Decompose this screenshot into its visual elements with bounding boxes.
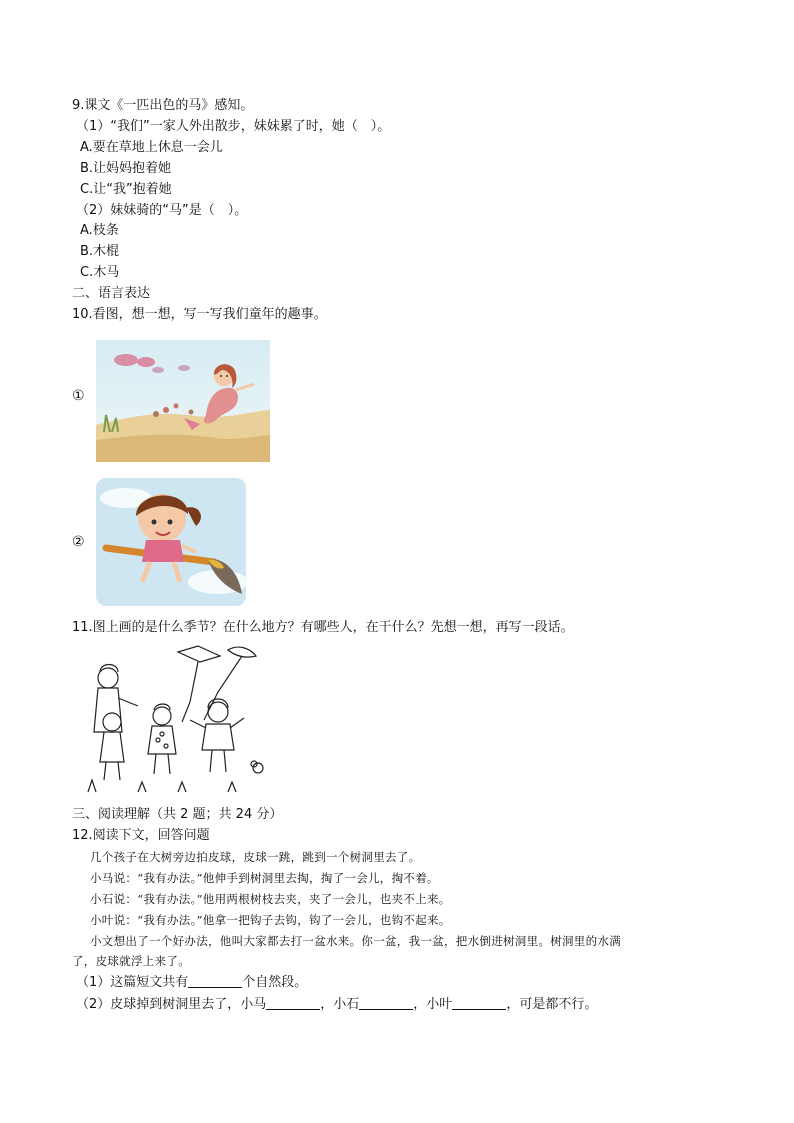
answer-blank-xiaoma[interactable] [266,995,320,1010]
answer-blank-paragraph-count[interactable] [188,973,242,988]
q9-sub2-option-a: A.枝条 [80,223,119,238]
q9-sub2: （2）妹妹骑的“马”是（ ）。 [76,203,248,218]
passage-paragraph-5: 小文想出了一个好办法，他叫大家都去打一盆水来。你一盆，我一盆，把水倒进树洞里。树洞里的水满 [90,934,621,948]
q9-title: 9.课文《一匹出色的马》感知。 [72,98,254,113]
q9-sub1: （1）“我们”一家人外出散步，妹妹累了时，她（ ）。 [76,119,391,134]
section-2-title: 二、语言表达 [72,286,151,301]
q12-sub2-part-d: ，可是都不行。 [506,997,598,1012]
answer-blank-xiaoye[interactable] [452,995,506,1010]
q10-marker-2: ② [72,534,85,550]
passage-paragraph-4: 小叶说：“我有办法。”他拿一把钩子去钩，钩了一会儿，也钩不起来。 [90,913,451,927]
mermaid-girl-underwater-illustration [96,340,270,462]
q12-sub1-prefix: （1）这篇短文共有 [76,975,189,990]
q12-sub1-suffix: 个自然段。 [242,975,308,990]
q12-sub1 [76,973,307,992]
passage-paragraph-5-cont: 了，皮球就浮上来了。 [72,954,190,968]
q12-title: 12.阅读下文，回答问题 [72,828,210,843]
q12-sub2-part-c: ，小叶 [413,997,453,1012]
passage-paragraph-1: 几个孩子在大树旁边拍皮球，皮球一跳，跳到一个树洞里去了。 [90,850,421,864]
q12-sub2 [76,995,597,1014]
passage-paragraph-2: 小马说：“我有办法。”他伸手到树洞里去掏，掏了一会儿，掏不着。 [90,871,439,885]
q9-sub1-option-c: C.让“我”抱着她 [80,182,172,197]
q11-title: 11.图上画的是什么季节？在什么地方？有哪些人，在干什么？先想一想，再写一段话。 [72,620,574,635]
children-flying-kites-line-drawing [78,642,274,796]
q10-marker-1: ① [72,388,85,404]
passage-paragraph-3: 小石说：“我有办法。”他用两根树枝去夹，夹了一会儿，也夹不上来。 [90,892,451,906]
q12-sub2-part-a: （2）皮球掉到树洞里去了，小马 [76,997,267,1012]
q12-sub2-part-b: ，小石 [320,997,360,1012]
girl-riding-brush-illustration [96,478,246,606]
q10-title: 10.看图，想一想，写一写我们童年的趣事。 [72,307,327,322]
q9-sub1-option-a: A.要在草地上休息一会儿 [80,140,223,155]
section-3-title: 三、阅读理解（共 2 题；共 24 分） [72,807,283,822]
q9-sub1-option-b: B.让妈妈抱着她 [80,161,172,176]
answer-blank-xiaoshi[interactable] [359,995,413,1010]
q9-sub2-option-c: C.木马 [80,265,120,280]
q9-sub2-option-b: B.木棍 [80,244,120,259]
